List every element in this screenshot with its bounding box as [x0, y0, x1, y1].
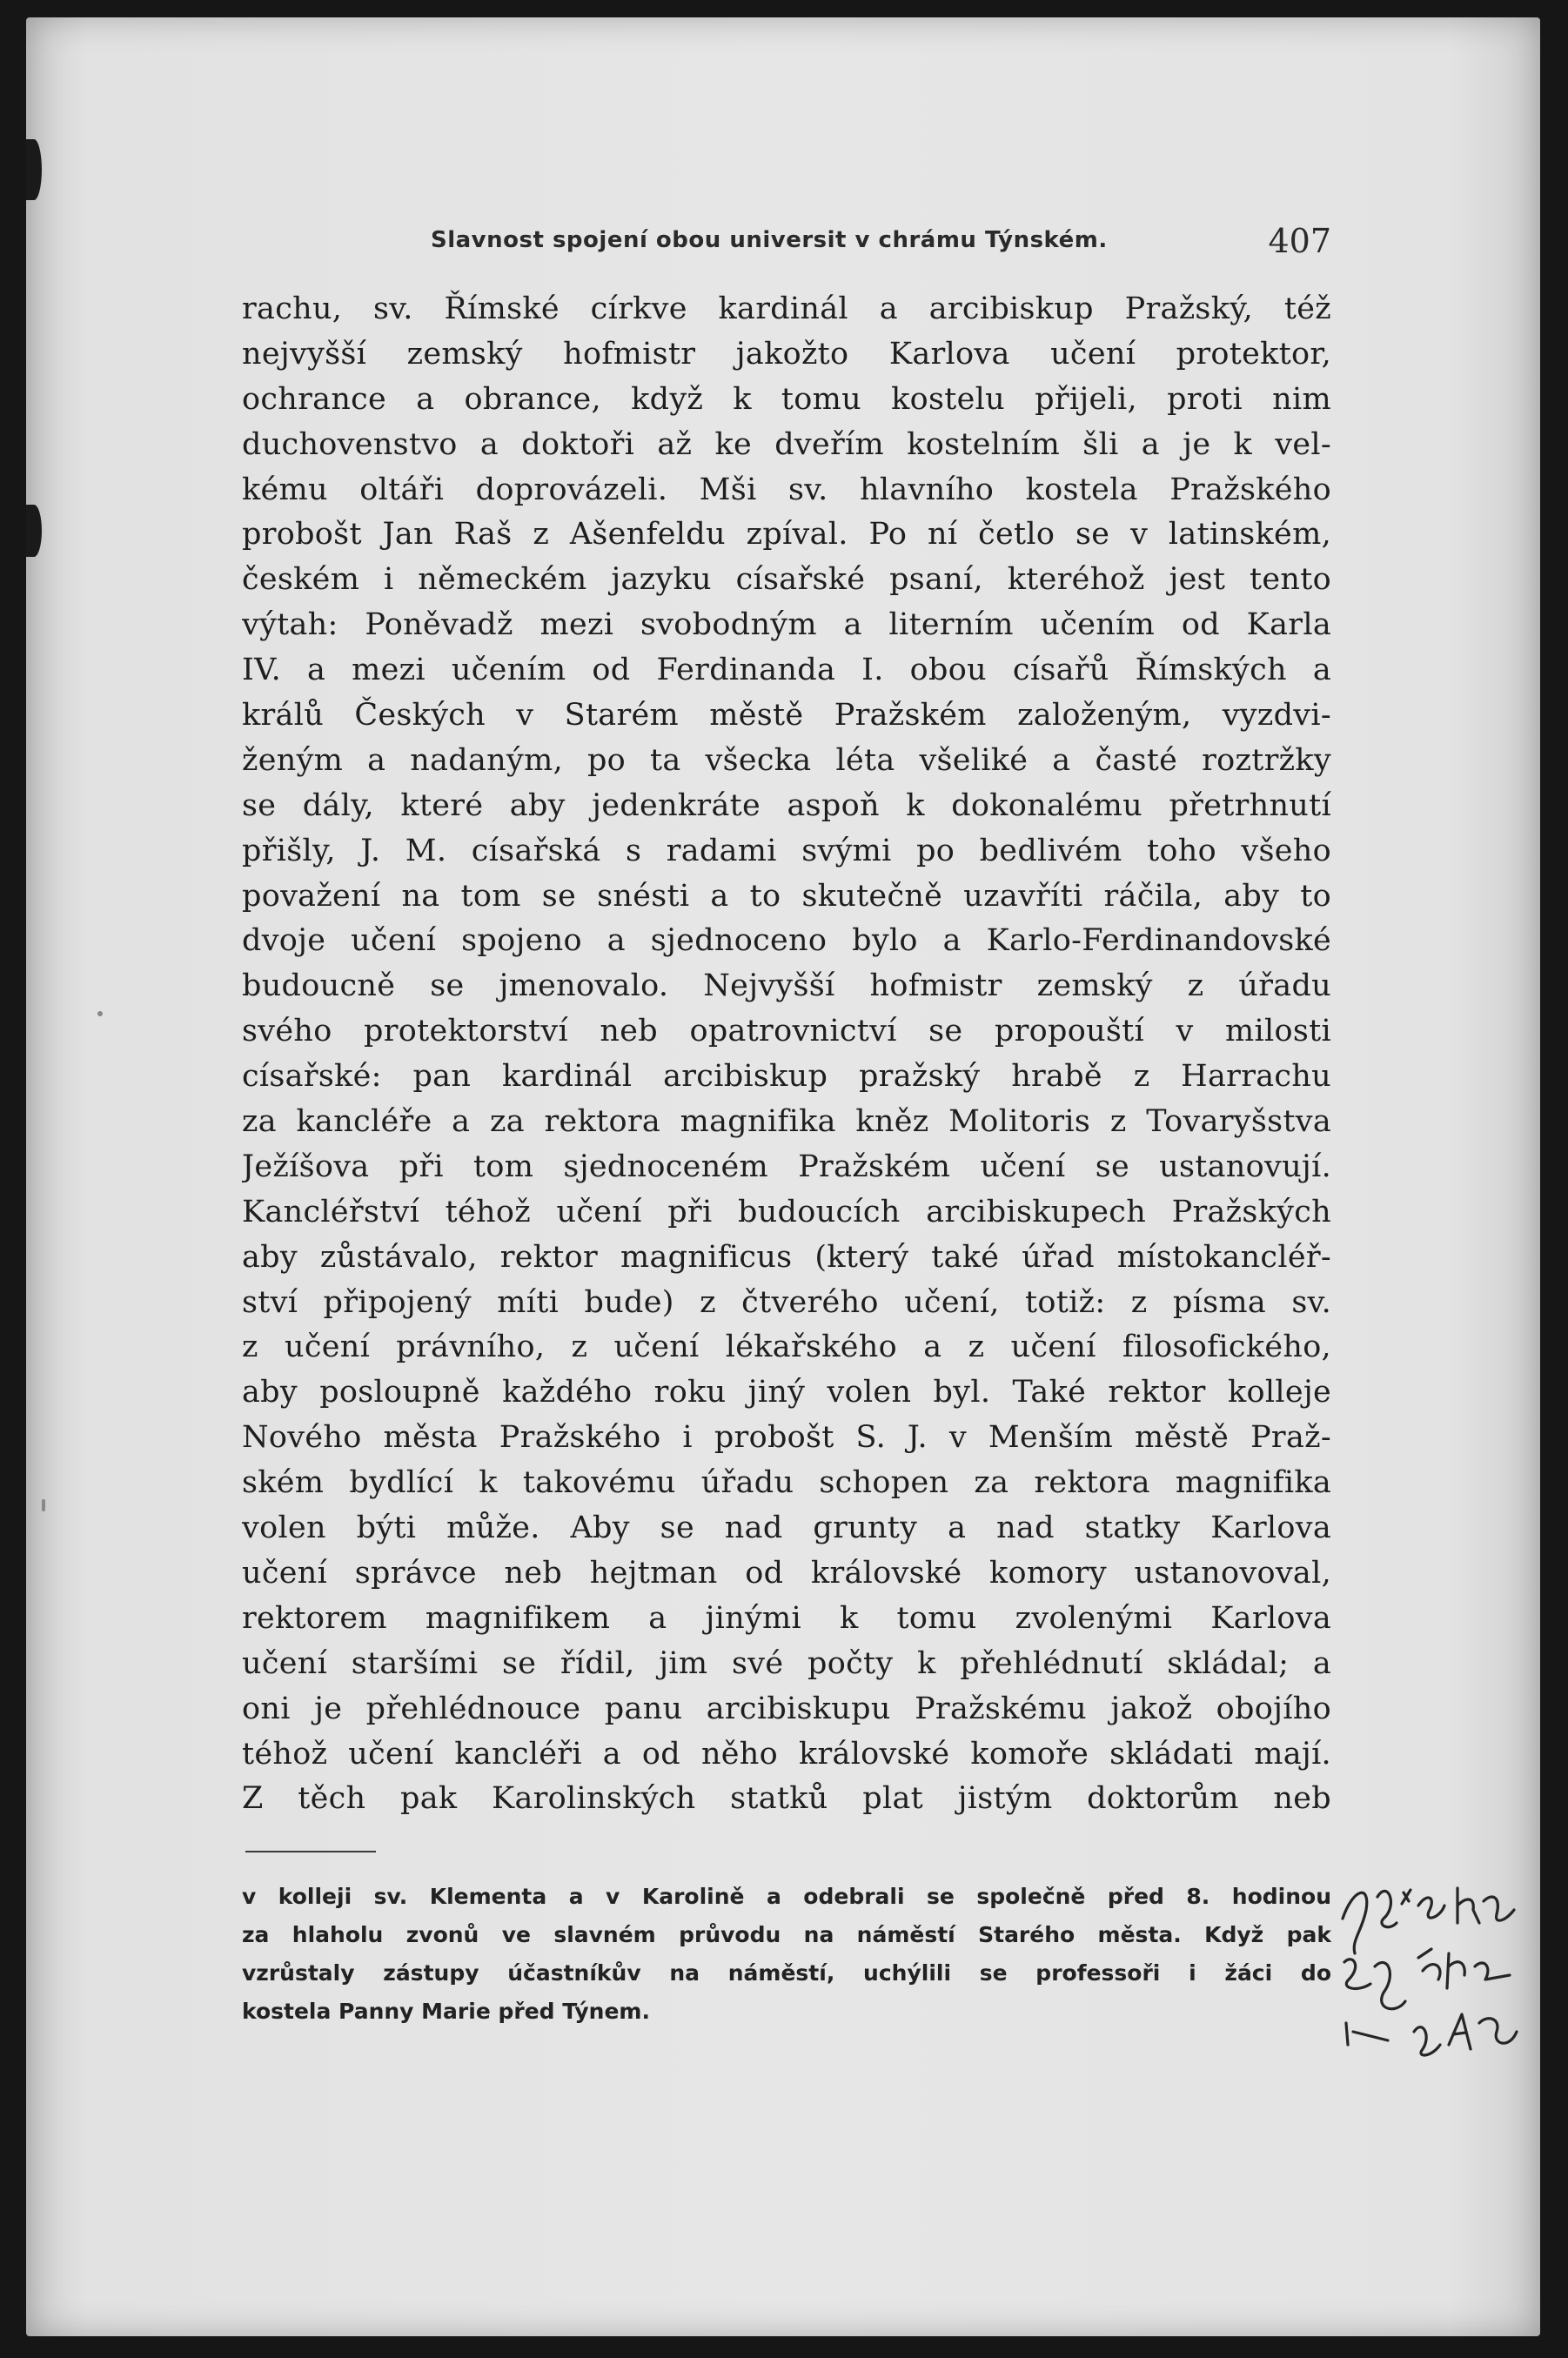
text-line: budoucně se jmenovalo. Nejvyšší hofmistr zemský z úřadu — [242, 968, 1331, 1004]
handwritten-margin-note — [1336, 1871, 1523, 2071]
binding-mark — [26, 139, 42, 200]
text-line: téhož učení kancléři a od něho královské komoře skládati mají. — [242, 1736, 1331, 1772]
text-line: z učení právního, z učení lékařského a z učení filosofického, — [242, 1330, 1331, 1365]
text-line: probošt Jan Raš z Ašenfeldu zpíval. Po ní četlo se v latinském, — [242, 517, 1331, 553]
text-line: Ježíšova při tom sjednoceném Pražském učení se ustanovují. — [242, 1149, 1331, 1184]
scan-speck — [97, 1011, 103, 1016]
text-line: duchovenstvo a doktoři až ke dveřím kostelním šli a je k vel- — [242, 426, 1331, 462]
text-line: ském bydlící k takovému úřadu schopen za rektora magnifika — [242, 1465, 1331, 1501]
text-line: učení staršími se řídil, jim své počty k přehlédnutí skládal; a — [242, 1645, 1331, 1681]
text-line: ženým a nadaným, po ta všecka léta všeliké a časté roztržky — [242, 742, 1331, 778]
text-line: českém i německém jazyku císařské psaní, kteréhož jest tento — [242, 562, 1331, 598]
text-line: dvoje učení spojeno a sjednoceno bylo a Karlo-Ferdinandovské — [242, 923, 1331, 959]
footnote-divider — [245, 1851, 376, 1852]
text-line: císařské: pan kardinál arcibiskup pražský hrabě z Harrachu — [242, 1059, 1331, 1095]
text-line: Kancléřství téhož učení při budoucích arcibiskupech Pražských — [242, 1194, 1331, 1229]
footnote-line: v kolleji sv. Klementa a v Karolině a odebrali se společně před 8. hodinou — [242, 1884, 1331, 1909]
text-line: Nového města Pražského i probošt S. J. v Menším městě Praž- — [242, 1420, 1331, 1456]
text-line: aby zůstávalo, rektor magnificus (který také úřad místokancléř- — [242, 1239, 1331, 1275]
page-header — [431, 222, 1331, 265]
text-line: rektorem magnifikem a jinými k tomu zvolenými Karlova — [242, 1600, 1331, 1636]
scan-speck — [42, 1499, 45, 1511]
binding-mark — [26, 505, 42, 557]
text-line: považení na tom se snésti a to skutečně uzavříti ráčila, aby to — [242, 878, 1331, 914]
text-line: kému oltáři doprovázeli. Mši sv. hlavního kostela Pražského — [242, 472, 1331, 507]
text-line: ství připojený míti bude) z čtverého učení, totiž: z písma sv. — [242, 1284, 1331, 1320]
text-line: za kancléře a za rektora magnifika kněz Molitoris z Tovaryšstva — [242, 1104, 1331, 1140]
running-head: Slavnost spojení obou universit v chrámu Týnském. — [431, 227, 1108, 253]
footnote-block — [242, 1878, 1331, 2031]
text-line: rachu, sv. Římské církve kardinál a arcibiskup Pražský, též — [242, 291, 1331, 326]
text-line: svého protektorství neb opatrovnictví se propouští v milosti — [242, 1014, 1331, 1049]
text-line: králů Českých v Starém městě Pražském založeným, vyzdvi- — [242, 698, 1331, 734]
footnote-line: za hlaholu zvonů ve slavném průvodu na náměstí Starého města. Když pak — [242, 1922, 1331, 1947]
footnote-line: vzrůstaly zástupy účastníkův na náměstí, uchýlili se professoři i žáci do — [242, 1960, 1331, 1986]
text-line: přišly, J. M. císařská s radami svými po bedlivém toho všeho — [242, 833, 1331, 868]
main-text-block — [242, 287, 1331, 1822]
page-number: 407 — [1268, 222, 1331, 260]
text-line: oni je přehlédnouce panu arcibiskupu Pražskému jakož obojího — [242, 1691, 1331, 1726]
text-line: aby posloupně každého roku jiný volen byl. Také rektor kolleje — [242, 1375, 1331, 1410]
text-line: nejvyšší zemský hofmistr jakožto Karlova učení protektor, — [242, 336, 1331, 372]
text-line: volen býti může. Aby se nad grunty a nad statky Karlova — [242, 1511, 1331, 1546]
footnote-line: kostela Panny Marie před Týnem. — [242, 1999, 650, 2024]
text-line: se dály, které aby jedenkráte aspoň k dokonalému přetrhnutí — [242, 787, 1331, 823]
text-line: ochrance a obrance, když k tomu kostelu přijeli, proti nim — [242, 381, 1331, 417]
text-line: Z těch pak Karolinských statků plat jistým doktorům neb — [242, 1781, 1331, 1817]
text-line: IV. a mezi učením od Ferdinanda I. obou císařů Římských a — [242, 653, 1331, 688]
text-line: učení správce neb hejtman od královské komory ustanovoval, — [242, 1555, 1331, 1591]
text-line: výtah: Poněvadž mezi svobodným a literním učením od Karla — [242, 607, 1331, 643]
